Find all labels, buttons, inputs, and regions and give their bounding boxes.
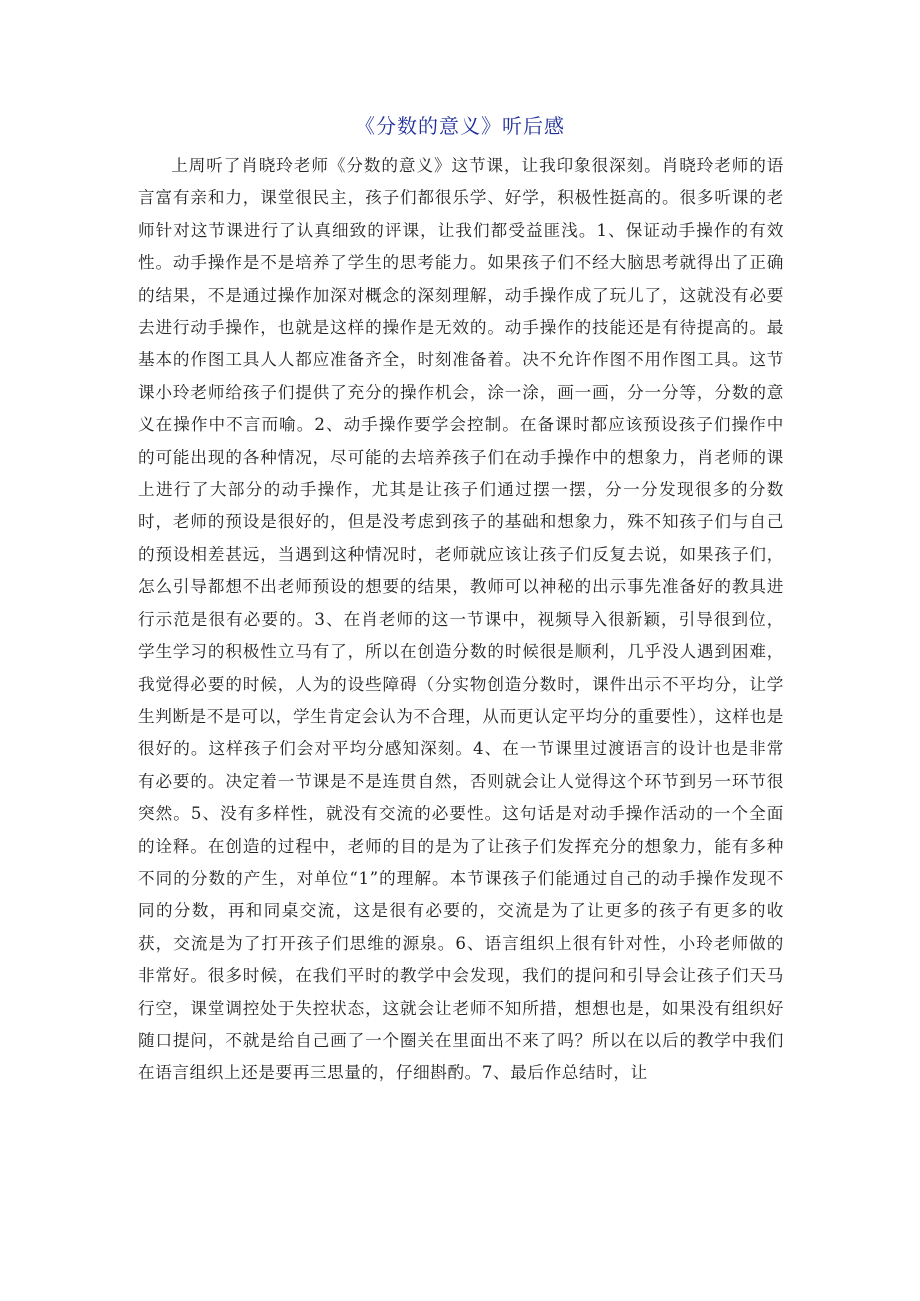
document-title: 《分数的意义》听后感	[355, 114, 565, 138]
document-body-paragraph: 上周听了肖晓玲老师《分数的意义》这节课，让我印象很深刻。肖晓玲老师的语言富有亲和力，课堂很民主，孩子们都很乐学、好学，积极性挺高的。很多听课的老师针对这节课进行了认真细致的评课，让我们都受益匪浅。1、保证动手操作的有效性。动手操作是不是培养了学生的思考能力。如果孩子们不经大脑思考就得出了正确的结果，不是通过操作加深对概念的深刻理解，动手操作成了玩儿了，这就没有必要去进行动手操作，也就是这样的操作是无效的。动手操作的技能还是有待提高的。最基本的作图工具人人都应准备齐全，时刻准备着。决不允许作图不用作图工具。这节课小玲老师给孩子们提供了充分的操作机会，涂一涂，画一画，分一分等，分数的意义在操作中不言而喻。2、动手操作要学会控制。在备课时都应该预设孩子们操作中的可能出现的各种情况，尽可能的去培养孩子们在动手操作中的想象力，肖老师的课上进行了大部分的动手操作，尤其是让孩子们通过摆一摆，分一分发现很多的分数时，老师的预设是很好的，但是没考虑到孩子的基础和想象力，殊不知孩子们与自己的预设相差甚远，当遇到这种情况时，老师就应该让孩子们反复去说，如果孩子们，怎么引导都想不出老师预设的想要的结果，教师可以神秘的出示事先准备好的教具进行示范是很有必要的。3、在肖老师的这一节课中，视频导入很新颖，引导很到位，学生学习的积极性立马有了，所以在创造分数的时候很是顺利，几乎没人遇到困难，我觉得必要的时候，人为的设些障碍（分实物创造分数时，课件出示不平均分，让学生判断是不是可以，学生肯定会认为不合理，从而更认定平均分的重要性），这样也是很好的。这样孩子们会对平均分感知深刻。4、在一节课里过渡语言的设计也是非常有必要的。决定着一节课是不是连贯自然，否则就会让人觉得这个环节到另一环节很突然。5、没有多样性，就没有交流的必要性。这句话是对动手操作活动的一个全面的诠释。在创造的过程中，老师的目的是为了让孩子们发挥充分的想象力，能有多种不同的分数的产生，对单位“1”的理解。本节课孩子们能通过自己的动手操作发现不同的分数，再和同桌交流，这是很有必要的，交流是为了让更多的孩子有更多的收获，交流是为了打开孩子们思维的源泉。6、语言组织上很有针对性，小玲老师做的非常好。很多时候，在我们平时的教学中会发现，我们的提问和引导会让孩子们天马行空，课堂调控处于失控状态，这就会让老师不知所措，想想也是，如果没有组织好随口提问，不就是给自己画了一个圈关在里面出不来了吗？所以在以后的教学中我们在语言组织上还是要再三思量的，仔细斟酌。7、最后作总结时，让	[138, 156, 784, 1083]
